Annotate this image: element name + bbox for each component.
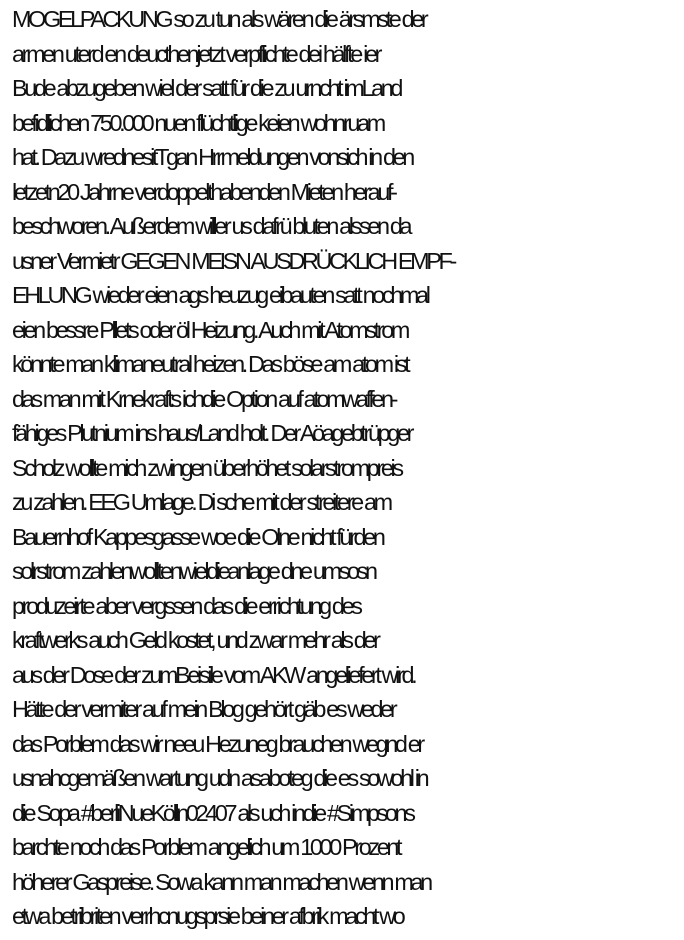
text-line: hat. Dazu wrednesitTgan Hrrmeldungen vonsich in den (12, 144, 412, 170)
text-line: usner Vermietr GEGEN MEISN AUSDRÜCKLICH EMPF- (12, 247, 454, 274)
text-line: letzetn20 Jahrne verdoppelthabenden Mieten herauf- (12, 178, 395, 205)
text-line: aus der Dose der zumBeisile vom AKW angeliefert wird. (12, 661, 415, 688)
text-line: solrstrom zahlenwolltenwieldieanlage dne umsosn (12, 558, 375, 584)
text-line: fähiges Plutnium ins haus/Land holt. Der Aöagebtrüpger (12, 420, 412, 446)
text-line: das man mit Krnekrafts ichdie Option auf atomwaffen- (12, 385, 396, 412)
text-line: das Porblem das wir neeu Hezuneg brauchen wegnd er (12, 730, 422, 757)
text-line: eien bessre Pllets oder öl Heizung. Auch mit Atomstrom (12, 316, 408, 343)
text-line: etwa betribriten verrhcnugsprsie beiner afbrik macht wo (12, 903, 403, 929)
text-line: usnahcgemäßen wartung udn asaboteg die es sowohl in (12, 765, 427, 791)
text-line: höherer Gaspreise. Sowa kann man machen wenn man (12, 868, 430, 895)
text-line: produzeirte aber vergssen das die errichtung des (12, 592, 360, 619)
text-line: könnte man klimaneutral heizen. Das böse am atom ist (12, 351, 408, 377)
text-line: zu zahlen. EEG Umlage. Di sche mit der streitere am (12, 489, 390, 515)
text-line: armen uterd en deucthenjetzt verpflichte dei hälfte ier (12, 40, 380, 67)
text-line: kraftwerks auch Geld kostet, und zwar mehr als der (12, 627, 378, 653)
text-line: die Sopa #berliNueKölln02407 als uch indie #Simpsons (12, 799, 413, 826)
text-line: beschworen. Außerdem willer us dafrü bluten alssen da (12, 213, 410, 239)
text-line: Bauernhof Kappesgasse woe die Olne nicht fürden (12, 523, 383, 550)
text-line: barchte noch das Porblem angelich um 1000 Prozent (12, 834, 400, 860)
text-line: MOGELPACKUNG so zu tun als wären die ärsmste der (12, 6, 426, 32)
text-line: EHLUNG wieder eien ags heuzug eibauten satt nochmal (12, 282, 428, 308)
text-line: Bude abzugeben wiel der satt für die zu urncht imLand (12, 75, 401, 101)
text-line: Scholz wollte mich zwingen überhöhet solarstrompreis (12, 454, 401, 481)
document-text (12, 2, 684, 934)
text-line: befidlichen 750.000 nuen flüchtlige keien wohnruam (12, 109, 383, 136)
text-line: Hätte der vermiter auf mein Blog gehört gäb es weder (12, 696, 395, 722)
